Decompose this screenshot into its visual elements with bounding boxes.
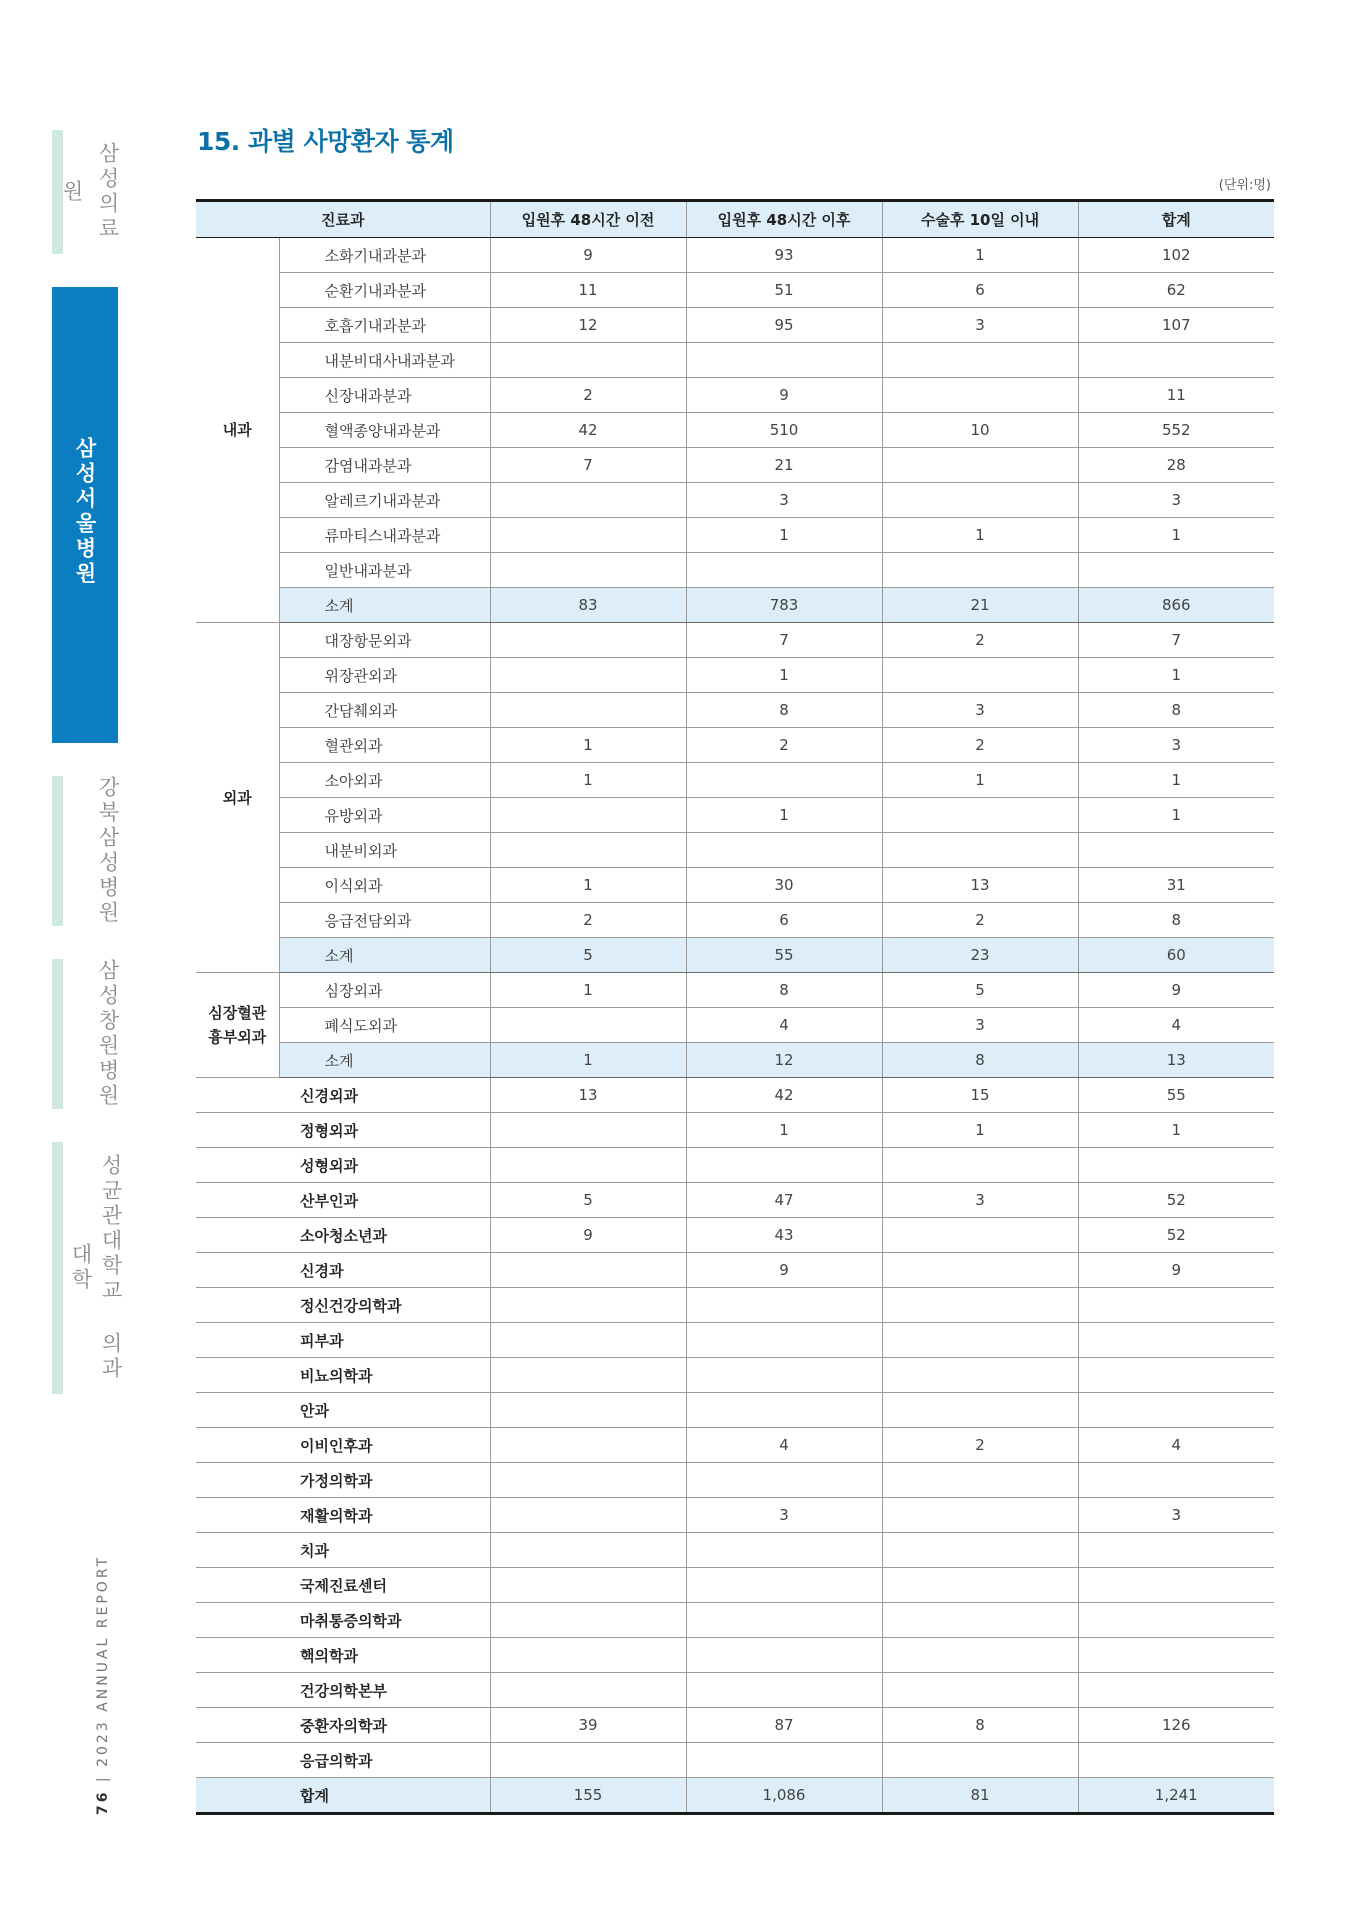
within-10d-cell: 1 (882, 763, 1078, 798)
before-48h-cell (490, 553, 686, 588)
grand-total-label: 합계 (196, 1778, 490, 1814)
within-10d-cell: 81 (882, 1778, 1078, 1814)
department-label: 비뇨의학과 (196, 1358, 490, 1393)
before-48h-cell: 5 (490, 938, 686, 973)
table-row (196, 1603, 1274, 1638)
before-48h-cell (490, 1148, 686, 1183)
after-48h-cell (686, 1638, 882, 1673)
after-48h-cell: 4 (686, 1008, 882, 1043)
subdepartment-label: 내분비대사내과분과 (279, 343, 490, 378)
footer-separator: | (95, 1766, 111, 1783)
before-48h-cell (490, 693, 686, 728)
department-label: 재활의학과 (196, 1498, 490, 1533)
after-48h-cell (686, 343, 882, 378)
subdepartment-label: 소화기내과분과 (279, 238, 490, 273)
before-48h-cell (490, 1253, 686, 1288)
after-48h-cell: 51 (686, 273, 882, 308)
before-48h-cell (490, 658, 686, 693)
within-10d-cell (882, 1603, 1078, 1638)
total-cell: 7 (1078, 623, 1274, 658)
page-title: 15. 과별 사망환자 통계 (197, 127, 454, 156)
before-48h-cell (490, 833, 686, 868)
total-cell (1078, 1463, 1274, 1498)
within-10d-cell: 8 (882, 1043, 1078, 1078)
department-label: 중환자의학과 (196, 1708, 490, 1743)
total-cell: 3 (1078, 483, 1274, 518)
after-48h-cell: 9 (686, 378, 882, 413)
before-48h-cell (490, 1743, 686, 1778)
before-48h-cell (490, 1498, 686, 1533)
within-10d-cell (882, 658, 1078, 693)
before-48h-cell: 2 (490, 378, 686, 413)
subdepartment-label: 응급전담외과 (279, 903, 490, 938)
table-row (196, 763, 1274, 798)
grand-total-row (196, 1778, 1274, 1814)
table-row (196, 1183, 1274, 1218)
within-10d-cell: 21 (882, 588, 1078, 623)
table-row (196, 1008, 1274, 1043)
within-10d-cell: 23 (882, 938, 1078, 973)
table-row (196, 1638, 1274, 1673)
total-cell (1078, 833, 1274, 868)
total-cell: 1 (1078, 658, 1274, 693)
total-cell (1078, 1393, 1274, 1428)
table-row (196, 1498, 1274, 1533)
within-10d-cell (882, 1463, 1078, 1498)
subdepartment-label: 혈액종양내과분과 (279, 413, 490, 448)
after-48h-cell: 2 (686, 728, 882, 763)
before-48h-cell: 1 (490, 1043, 686, 1078)
subdepartment-label: 심장외과 (279, 973, 490, 1008)
report-name: 2023 ANNUAL REPORT (95, 1554, 111, 1767)
within-10d-cell (882, 1638, 1078, 1673)
table-row (196, 1743, 1274, 1778)
total-cell: 52 (1078, 1218, 1274, 1253)
subdepartment-label: 폐식도외과 (279, 1008, 490, 1043)
after-48h-cell (686, 1463, 882, 1498)
side-tab-label: 강북삼성병원 (96, 776, 120, 926)
total-cell: 4 (1078, 1008, 1274, 1043)
header-before-48h: 입원후 48시간 이전 (490, 201, 686, 238)
within-10d-cell: 1 (882, 238, 1078, 273)
department-label: 응급의학과 (196, 1743, 490, 1778)
before-48h-cell (490, 1358, 686, 1393)
subtotal-label: 소계 (279, 938, 490, 973)
department-label: 치과 (196, 1533, 490, 1568)
table-row (196, 1708, 1274, 1743)
before-48h-cell: 83 (490, 588, 686, 623)
table-row (196, 273, 1274, 308)
table-row (196, 973, 1274, 1008)
within-10d-cell (882, 483, 1078, 518)
table-row (196, 1323, 1274, 1358)
table-row (196, 623, 1274, 658)
after-48h-cell (686, 1323, 882, 1358)
within-10d-cell: 8 (882, 1708, 1078, 1743)
before-48h-cell: 7 (490, 448, 686, 483)
after-48h-cell (686, 1603, 882, 1638)
total-cell: 55 (1078, 1078, 1274, 1113)
total-cell (1078, 1533, 1274, 1568)
table-row (196, 483, 1274, 518)
before-48h-cell (490, 1638, 686, 1673)
department-label: 성형외과 (196, 1148, 490, 1183)
table-row (196, 1673, 1274, 1708)
table-row (196, 903, 1274, 938)
within-10d-cell (882, 833, 1078, 868)
total-cell: 1 (1078, 798, 1274, 833)
group-label: 심장혈관 흉부외과 (196, 973, 279, 1078)
total-cell (1078, 1358, 1274, 1393)
within-10d-cell: 5 (882, 973, 1078, 1008)
before-48h-cell (490, 1568, 686, 1603)
within-10d-cell: 3 (882, 308, 1078, 343)
before-48h-cell (490, 1008, 686, 1043)
within-10d-cell: 6 (882, 273, 1078, 308)
subdepartment-label: 대장항문외과 (279, 623, 490, 658)
table-row (196, 1253, 1274, 1288)
total-cell (1078, 1603, 1274, 1638)
after-48h-cell (686, 1568, 882, 1603)
total-cell: 3 (1078, 728, 1274, 763)
after-48h-cell: 47 (686, 1183, 882, 1218)
after-48h-cell: 93 (686, 238, 882, 273)
after-48h-cell: 21 (686, 448, 882, 483)
department-label: 마취통증의학과 (196, 1603, 490, 1638)
table-row (196, 553, 1274, 588)
subdepartment-label: 내분비외과 (279, 833, 490, 868)
subdepartment-label: 신장내과분과 (279, 378, 490, 413)
after-48h-cell (686, 1533, 882, 1568)
total-cell: 3 (1078, 1498, 1274, 1533)
table-row (196, 1113, 1274, 1148)
tab-marker (52, 1142, 63, 1394)
total-cell: 8 (1078, 903, 1274, 938)
after-48h-cell: 1 (686, 658, 882, 693)
table-row (196, 693, 1274, 728)
subdepartment-label: 혈관외과 (279, 728, 490, 763)
subtotal-row (196, 938, 1274, 973)
department-label: 이비인후과 (196, 1428, 490, 1463)
after-48h-cell: 12 (686, 1043, 882, 1078)
before-48h-cell: 1 (490, 763, 686, 798)
total-cell: 9 (1078, 1253, 1274, 1288)
within-10d-cell (882, 1533, 1078, 1568)
department-label: 핵의학과 (196, 1638, 490, 1673)
before-48h-cell: 11 (490, 273, 686, 308)
before-48h-cell (490, 483, 686, 518)
table-row (196, 1358, 1274, 1393)
total-cell: 1 (1078, 763, 1274, 798)
before-48h-cell: 39 (490, 1708, 686, 1743)
subtotal-label: 소계 (279, 1043, 490, 1078)
subtotal-row (196, 588, 1274, 623)
within-10d-cell (882, 1498, 1078, 1533)
total-cell: 102 (1078, 238, 1274, 273)
department-label: 정형외과 (196, 1113, 490, 1148)
after-48h-cell (686, 763, 882, 798)
before-48h-cell (490, 518, 686, 553)
total-cell: 1 (1078, 518, 1274, 553)
table-row (196, 238, 1274, 273)
side-tab-label: 삼성의료원 (60, 142, 120, 242)
after-48h-cell (686, 833, 882, 868)
total-cell (1078, 553, 1274, 588)
table-row (196, 308, 1274, 343)
total-cell: 52 (1078, 1183, 1274, 1218)
within-10d-cell: 2 (882, 728, 1078, 763)
within-10d-cell (882, 1218, 1078, 1253)
before-48h-cell: 1 (490, 868, 686, 903)
within-10d-cell (882, 448, 1078, 483)
within-10d-cell: 10 (882, 413, 1078, 448)
total-cell: 11 (1078, 378, 1274, 413)
after-48h-cell (686, 1358, 882, 1393)
total-cell (1078, 1673, 1274, 1708)
header-department: 진료과 (196, 201, 490, 238)
after-48h-cell: 3 (686, 1498, 882, 1533)
within-10d-cell: 2 (882, 903, 1078, 938)
before-48h-cell (490, 1113, 686, 1148)
within-10d-cell: 3 (882, 1008, 1078, 1043)
table-row (196, 413, 1274, 448)
after-48h-cell: 1 (686, 518, 882, 553)
table-row (196, 1463, 1274, 1498)
total-cell: 13 (1078, 1043, 1274, 1078)
department-label: 신경과 (196, 1253, 490, 1288)
before-48h-cell (490, 798, 686, 833)
within-10d-cell (882, 1288, 1078, 1323)
after-48h-cell: 6 (686, 903, 882, 938)
tab-marker (52, 959, 63, 1109)
subtotal-label: 소계 (279, 588, 490, 623)
subdepartment-label: 일반내과분과 (279, 553, 490, 588)
subdepartment-label: 알레르기내과분과 (279, 483, 490, 518)
table-row (196, 1218, 1274, 1253)
total-cell: 1 (1078, 1113, 1274, 1148)
after-48h-cell: 1 (686, 798, 882, 833)
after-48h-cell: 1,086 (686, 1778, 882, 1814)
subdepartment-label: 유방외과 (279, 798, 490, 833)
table-row (196, 798, 1274, 833)
within-10d-cell (882, 1323, 1078, 1358)
header-after-48h: 입원후 48시간 이후 (686, 201, 882, 238)
total-cell: 552 (1078, 413, 1274, 448)
total-cell: 60 (1078, 938, 1274, 973)
department-label: 정신건강의학과 (196, 1288, 490, 1323)
total-cell: 126 (1078, 1708, 1274, 1743)
before-48h-cell (490, 1393, 686, 1428)
page-number: 76 (95, 1789, 111, 1815)
total-cell: 62 (1078, 273, 1274, 308)
subdepartment-label: 감염내과분과 (279, 448, 490, 483)
after-48h-cell (686, 553, 882, 588)
table-row (196, 728, 1274, 763)
before-48h-cell (490, 1673, 686, 1708)
before-48h-cell (490, 343, 686, 378)
total-cell (1078, 1148, 1274, 1183)
after-48h-cell (686, 1673, 882, 1708)
department-label: 국제진료센터 (196, 1568, 490, 1603)
table-row (196, 518, 1274, 553)
page-footer (95, 1554, 125, 1815)
total-cell (1078, 1288, 1274, 1323)
within-10d-cell: 15 (882, 1078, 1078, 1113)
after-48h-cell: 87 (686, 1708, 882, 1743)
subdepartment-label: 호흡기내과분과 (279, 308, 490, 343)
after-48h-cell: 4 (686, 1428, 882, 1463)
side-tab-samsung-changwon-hospital[interactable] (52, 959, 118, 1109)
department-label: 건강의학본부 (196, 1673, 490, 1708)
before-48h-cell (490, 1323, 686, 1358)
after-48h-cell: 783 (686, 588, 882, 623)
total-cell: 28 (1078, 448, 1274, 483)
after-48h-cell: 42 (686, 1078, 882, 1113)
after-48h-cell: 3 (686, 483, 882, 518)
subtotal-row (196, 1043, 1274, 1078)
before-48h-cell: 42 (490, 413, 686, 448)
within-10d-cell (882, 378, 1078, 413)
table-header-row (196, 201, 1274, 238)
within-10d-cell (882, 1743, 1078, 1778)
table-row (196, 833, 1274, 868)
before-48h-cell (490, 1603, 686, 1638)
before-48h-cell (490, 623, 686, 658)
tab-marker (52, 776, 63, 926)
total-cell: 8 (1078, 693, 1274, 728)
within-10d-cell (882, 1358, 1078, 1393)
before-48h-cell (490, 1463, 686, 1498)
within-10d-cell: 1 (882, 1113, 1078, 1148)
before-48h-cell: 5 (490, 1183, 686, 1218)
side-tab-label: 삼성서울병원 (73, 437, 97, 587)
subdepartment-label: 이식외과 (279, 868, 490, 903)
table-row (196, 448, 1274, 483)
within-10d-cell: 2 (882, 1428, 1078, 1463)
after-48h-cell: 9 (686, 1253, 882, 1288)
before-48h-cell: 2 (490, 903, 686, 938)
side-tab-skku-medicine[interactable] (52, 1142, 123, 1394)
total-cell: 4 (1078, 1428, 1274, 1463)
total-cell: 107 (1078, 308, 1274, 343)
before-48h-cell: 1 (490, 728, 686, 763)
within-10d-cell: 3 (882, 1183, 1078, 1218)
table-row (196, 1148, 1274, 1183)
before-48h-cell (490, 1288, 686, 1323)
before-48h-cell: 155 (490, 1778, 686, 1814)
unit-label: (단위:명) (1218, 178, 1271, 193)
total-cell (1078, 343, 1274, 378)
after-48h-cell: 55 (686, 938, 882, 973)
after-48h-cell: 95 (686, 308, 882, 343)
table-row (196, 868, 1274, 903)
after-48h-cell: 7 (686, 623, 882, 658)
department-label: 신경외과 (196, 1078, 490, 1113)
side-tab-label: 삼성창원병원 (96, 959, 120, 1109)
department-label: 산부인과 (196, 1183, 490, 1218)
before-48h-cell: 13 (490, 1078, 686, 1113)
total-cell (1078, 1568, 1274, 1603)
within-10d-cell (882, 1393, 1078, 1428)
group-label: 내과 (196, 238, 279, 623)
group-label: 외과 (196, 623, 279, 973)
header-within-10d-surgery: 수술후 10일 이내 (882, 201, 1078, 238)
after-48h-cell: 8 (686, 973, 882, 1008)
side-tab-samsung-seoul-hospital[interactable] (52, 287, 118, 743)
table-row (196, 378, 1274, 413)
within-10d-cell (882, 1673, 1078, 1708)
total-cell: 866 (1078, 588, 1274, 623)
after-48h-cell: 1 (686, 1113, 882, 1148)
total-cell (1078, 1743, 1274, 1778)
before-48h-cell: 9 (490, 1218, 686, 1253)
after-48h-cell (686, 1743, 882, 1778)
within-10d-cell: 13 (882, 868, 1078, 903)
within-10d-cell (882, 798, 1078, 833)
department-label: 피부과 (196, 1323, 490, 1358)
within-10d-cell (882, 1148, 1078, 1183)
within-10d-cell: 1 (882, 518, 1078, 553)
before-48h-cell (490, 1533, 686, 1568)
department-label: 소아청소년과 (196, 1218, 490, 1253)
department-label: 안과 (196, 1393, 490, 1428)
within-10d-cell (882, 343, 1078, 378)
total-cell: 31 (1078, 868, 1274, 903)
within-10d-cell: 2 (882, 623, 1078, 658)
total-cell (1078, 1323, 1274, 1358)
table-row (196, 1568, 1274, 1603)
after-48h-cell (686, 1148, 882, 1183)
header-total: 합계 (1078, 201, 1274, 238)
before-48h-cell: 9 (490, 238, 686, 273)
side-tab-kangbuk-samsung-hospital[interactable] (52, 776, 118, 926)
before-48h-cell: 1 (490, 973, 686, 1008)
side-tab-samsung-medical-center[interactable] (52, 130, 118, 254)
after-48h-cell (686, 1393, 882, 1428)
after-48h-cell (686, 1288, 882, 1323)
before-48h-cell: 12 (490, 308, 686, 343)
after-48h-cell: 30 (686, 868, 882, 903)
within-10d-cell (882, 1253, 1078, 1288)
before-48h-cell (490, 1428, 686, 1463)
total-cell: 9 (1078, 973, 1274, 1008)
total-cell (1078, 1638, 1274, 1673)
table-row (196, 1428, 1274, 1463)
table-row (196, 1393, 1274, 1428)
after-48h-cell: 8 (686, 693, 882, 728)
subdepartment-label: 간담췌외과 (279, 693, 490, 728)
side-tab-label: 성균관대학교 의과대학 (69, 1154, 123, 1382)
table-row (196, 1533, 1274, 1568)
subdepartment-label: 류마티스내과분과 (279, 518, 490, 553)
subdepartment-label: 위장관외과 (279, 658, 490, 693)
department-label: 가정의학과 (196, 1463, 490, 1498)
subdepartment-label: 소아외과 (279, 763, 490, 798)
table-row (196, 1078, 1274, 1113)
subdepartment-label: 순환기내과분과 (279, 273, 490, 308)
after-48h-cell: 510 (686, 413, 882, 448)
death-statistics-table (196, 199, 1274, 1815)
after-48h-cell: 43 (686, 1218, 882, 1253)
within-10d-cell (882, 553, 1078, 588)
table-row (196, 343, 1274, 378)
within-10d-cell: 3 (882, 693, 1078, 728)
table-row (196, 1288, 1274, 1323)
total-cell: 1,241 (1078, 1778, 1274, 1814)
table-row (196, 658, 1274, 693)
within-10d-cell (882, 1568, 1078, 1603)
